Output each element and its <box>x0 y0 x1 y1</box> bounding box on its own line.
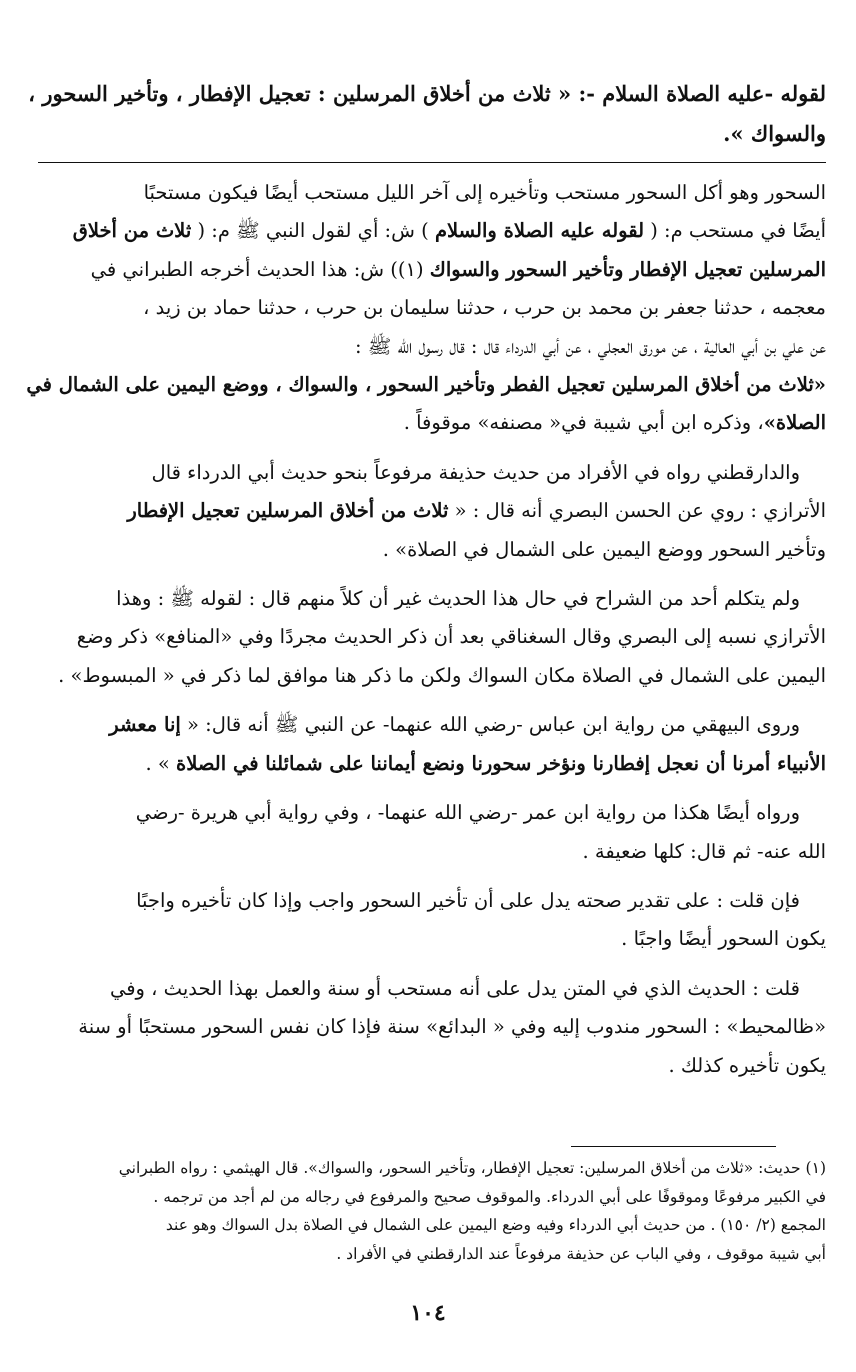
text-segment: «ظالمحيط» : السحور مندوب إليه وفي « البدائع» سنة فإذا كان نفس السحور مستحبًا أو سنة <box>78 1015 826 1039</box>
text-segment: يكون تأخيره كذلك . <box>668 1053 826 1077</box>
footnotes <box>26 1154 826 1268</box>
text-segment: الله عنه- ثم قال: كلها ضعيفة . <box>582 839 826 863</box>
text-segment: » . <box>145 751 177 775</box>
text-segment: أيضًا في مستحب م: ( <box>644 219 826 243</box>
text-segment: اليمين على الشمال في الصلاة مكان السواك ولكن ما ذكر هنا موافق لما ذكر في « المبسوط» . <box>58 663 826 687</box>
footnote-line: (١) حديث: «ثلاث من أخلاق المرسلين: تعجيل الإفطار، وتأخير السحور، والسواك». قال الهيثمي : رواه الطبراني <box>118 1159 826 1177</box>
text-line <box>26 212 826 250</box>
hadith-quote-segment: الصلاة» <box>763 411 826 435</box>
footnote-divider <box>571 1146 776 1147</box>
commentary-paragraph <box>26 706 826 783</box>
text-segment: وروى البيهقي من رواية ابن عباس -رضي الله عنهما- عن النبي ﷺ أنه قال: « <box>180 713 800 737</box>
text-line <box>26 289 826 327</box>
matn-line: والسواك ». <box>723 121 826 146</box>
hadith-quote-segment: إنا معشر <box>109 713 181 737</box>
text-line <box>26 580 826 618</box>
text-line <box>26 366 826 404</box>
text-line <box>26 454 826 492</box>
text-line <box>26 531 826 569</box>
text-line <box>26 1008 826 1046</box>
text-line <box>26 706 826 744</box>
text-segment: وتأخير السحور ووضع اليمين على الشمال في الصلاة» . <box>382 537 826 561</box>
text-line <box>26 1047 826 1085</box>
commentary-body <box>26 174 826 1096</box>
hadith-quote-segment: «ثلاث من أخلاق المرسلين تعجيل الفطر وتأخير السحور ، والسواك ، ووضع اليمين على الشمال في <box>26 373 826 397</box>
text-segment: ورواه أيضًا هكذا من رواية ابن عمر -رضي الله عنهما- ، وفي رواية أبي هريرة -رضي <box>135 801 800 825</box>
footnote-line: أبي شيبة موقوف ، وفي الباب عن حذيفة مرفوعاً عند الدارقطني في الأفراد . <box>336 1244 826 1263</box>
text-segment: الأترازي نسبه إلى البصري وقال السغناقي بعد أن ذكر الحديث مجردًا وفي «المنافع» ذكر وضع <box>76 625 826 649</box>
text-segment: قلت : الحديث الذي في المتن يدل على أنه مستحب أو سنة والعمل بهذا الحديث ، وفي <box>109 976 800 1000</box>
footnote-line: في الكبير مرفوعًا وموقوفًا على أبي الدرداء. والموقوف صحيح والمرفوع في رجاله من لم أجد من ترجمه . <box>153 1187 826 1206</box>
text-line <box>26 657 826 695</box>
hadith-quote-segment: المرسلين تعجيل الإفطار وتأخير السحور والسواك <box>429 257 826 281</box>
text-line <box>26 920 826 958</box>
text-line <box>26 328 826 366</box>
text-line <box>26 794 826 832</box>
hadith-quote-segment: لقوله عليه الصلاة والسلام <box>434 219 645 243</box>
text-line <box>26 882 826 920</box>
commentary-paragraph <box>26 882 826 959</box>
commentary-paragraph <box>26 580 826 695</box>
text-line <box>26 404 826 442</box>
text-line <box>26 745 826 783</box>
text-segment: والدارقطني رواه في الأفراد من حديث حذيفة مرفوعاً بنحو حديث أبي الدرداء قال <box>151 460 800 484</box>
text-segment: يكون السحور أيضًا واجبًا . <box>621 927 826 951</box>
hadith-quote-segment: ثلاث من أخلاق المرسلين تعجيل الإفطار <box>127 499 449 523</box>
text-segment: ولم يتكلم أحد من الشراح في حال هذا الحديث غير أن كلاً منهم قال : لقوله ﷺ : وهذا <box>116 587 800 611</box>
commentary-paragraph <box>26 174 826 443</box>
text-line <box>26 492 826 530</box>
commentary-paragraph <box>26 970 826 1085</box>
text-segment: معجمه ، حدثنا جعفر بن محمد بن حرب ، حدثنا سليمان بن حرب ، حدثنا حماد بن زيد ، <box>143 296 826 320</box>
hadith-quote-segment: الأنبياء أمرنا أن نعجل إفطارنا ونؤخر سحورنا ونضع أيماننا على شمائلنا في الصلاة <box>176 751 826 775</box>
commentary-paragraph <box>26 454 826 569</box>
text-segment: ، وذكره ابن أبي شيبة في« مصنفه» موقوفاً . <box>403 411 764 435</box>
text-segment: فإن قلت : على تقدير صحته يدل على أن تأخير السحور واجب وإذا كان تأخيره واجبًا <box>136 888 800 912</box>
text-line <box>26 970 826 1008</box>
header-divider <box>38 162 826 163</box>
text-segment: السحور وهو أكل السحور مستحب وتأخيره إلى آخر الليل مستحب أيضًا فيكون مستحبًا <box>143 181 826 204</box>
text-segment: الأترازي : روي عن الحسن البصري أنه قال : « <box>448 499 826 523</box>
matn-heading <box>26 74 826 154</box>
text-line <box>26 618 826 656</box>
footnote-line: المجمع (٢/ ١٥٠) . من حديث أبي الدرداء وفيه وضع اليمين على الشمال في الصلاة بدل السواك وهو عند <box>165 1216 826 1234</box>
commentary-paragraph <box>26 794 826 871</box>
hadith-quote-segment: ثلاث من أخلاق <box>72 219 192 243</box>
text-segment: (١)) ش: هذا الحديث أخرجه الطبراني في <box>90 257 430 281</box>
text-segment: ) ش: أي لقول النبي ﷺ م: ( <box>191 219 435 243</box>
text-line <box>26 833 826 871</box>
text-segment: عن علي بن أبي العالية ، عن مورق العجلي ، عن أبي الدرداء قال : قال رسول الله ﷺ : <box>355 334 826 358</box>
text-line <box>26 174 826 212</box>
text-line <box>26 251 826 289</box>
matn-line: لقوله -عليه الصلاة السلام -: « ثلاث من أخلاق المرسلين : تعجيل الإفطار ، وتأخير السحور ، <box>28 81 826 106</box>
page-number: ١٠٤ <box>410 1300 446 1326</box>
